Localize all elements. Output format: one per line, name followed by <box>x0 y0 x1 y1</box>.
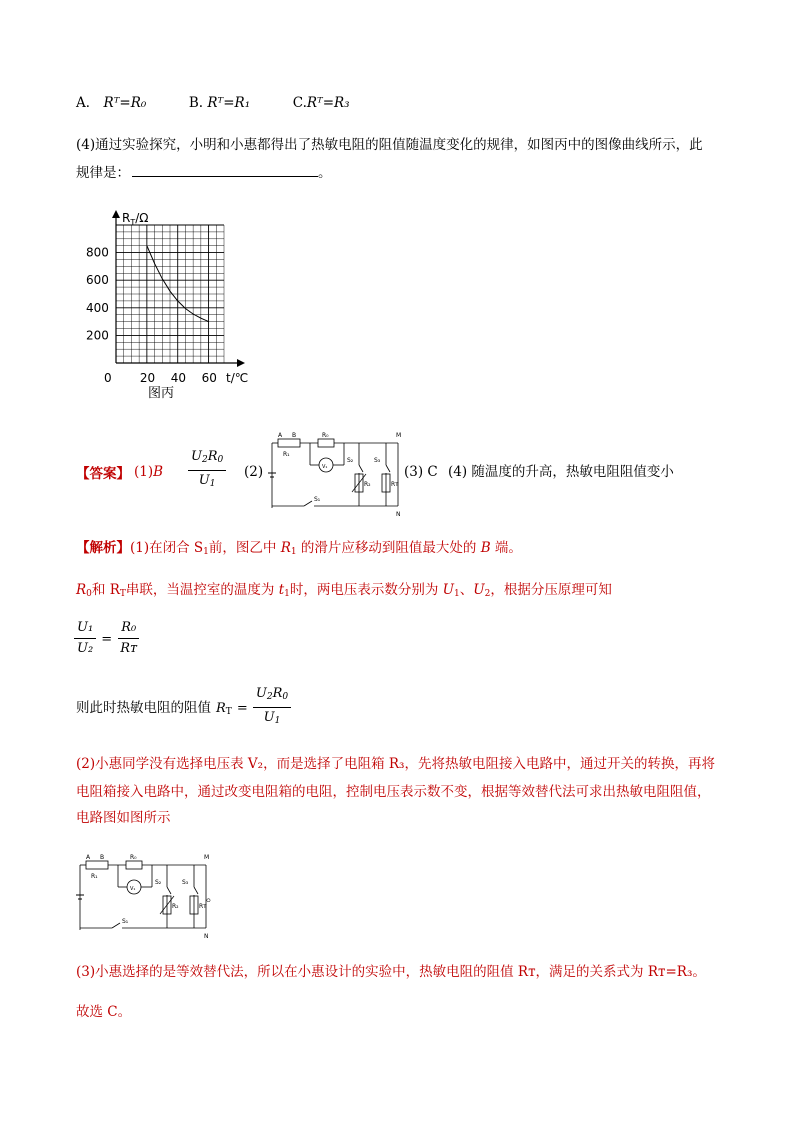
y-tick-labels <box>86 246 109 343</box>
x-tick-label: 60 <box>201 371 217 385</box>
y-tick-label: 600 <box>86 273 109 288</box>
x-axis-label: t/℃ <box>226 371 249 385</box>
graph-bing <box>80 200 260 405</box>
circuit-diagram-answer <box>264 428 414 518</box>
svg-text:Rᴛ: Rᴛ <box>199 903 207 910</box>
svg-text:M: M <box>204 854 210 861</box>
equation-voltage-ratio: $\frac{\text{U₁}}{\text{U₂}}$ = $\frac{\text{R₀}}{\text{Rᴛ}}$ <box>74 620 140 657</box>
y-axis-label: $R_T/\Omega$ <box>122 211 149 227</box>
answer-line <box>76 462 130 482</box>
y-tick-label: 400 <box>86 300 109 315</box>
svg-text:R₂: R₂ <box>172 903 179 910</box>
answer-fraction: $\frac{U_2R_0}{U_1}$ <box>188 449 226 492</box>
answer-part1: (1)B <box>134 464 164 480</box>
answer-part3: (3) C <box>404 464 438 480</box>
option-c: C.Rᵀ=R₃ <box>292 95 350 111</box>
svg-text:M: M <box>396 432 402 439</box>
svg-text:R₁: R₁ <box>283 451 290 458</box>
x-tick-label: 0 <box>104 371 112 385</box>
equation-rt: $R_T$ = $\frac{U_2R_0}{U_1}$ <box>216 686 291 729</box>
y-tick-label: 800 <box>86 245 109 260</box>
x-tick-labels <box>104 371 217 385</box>
svg-text:N: N <box>204 933 209 940</box>
y-tick-label: 200 <box>86 328 109 343</box>
analysis-p3: (3)小惠选择的是等效替代法，所以在小惠设计的实验中，热敏电阻的阻值 Rᴛ，满足的关系式为 Rᴛ=R₃。 <box>76 964 706 980</box>
svg-text:B: B <box>100 854 105 861</box>
svg-text:S₁: S₁ <box>314 496 321 503</box>
analysis-conclusion: 故选 C。 <box>76 1004 132 1020</box>
options-line <box>76 93 350 113</box>
svg-text:N: N <box>396 511 401 518</box>
svg-text:Rᴛ: Rᴛ <box>391 481 399 488</box>
option-b: B. Rᵀ=R₁ <box>188 95 251 111</box>
svg-text:R₀: R₀ <box>130 854 137 861</box>
svg-text:S₂: S₂ <box>155 879 162 886</box>
answer-part4: (4) 随温度的升高，热敏电阻阻值变小 <box>448 464 674 480</box>
svg-text:V₁: V₁ <box>322 464 328 470</box>
analysis-p2-line3: 电路图如图所示 <box>76 810 171 826</box>
x-axis-arrow <box>237 359 245 367</box>
svg-text:S₂: S₂ <box>347 457 354 464</box>
svg-text:R₁: R₁ <box>91 873 98 880</box>
svg-text:R₀: R₀ <box>322 432 329 439</box>
resistor-r0 <box>318 439 334 447</box>
x-tick-label: 20 <box>139 371 156 385</box>
svg-text:S₃: S₃ <box>374 457 381 464</box>
analysis-line1: 【解析】(1)在闭合 $S_1$前，图乙中 $R_1$ 的滑片应移动到阻值最大处的 B 端。 <box>76 540 522 557</box>
answer-part2: (2) <box>244 464 264 480</box>
x-tick-label: 40 <box>170 371 186 385</box>
question-4-line2: 规律是： 。 <box>76 165 332 181</box>
analysis-p2-line2: 电阻箱接入电路中，通过改变电阻箱的电阻，控制电压表示数不变，根据等效替代法可求出热敏电阻阻值， <box>76 784 711 800</box>
svg-text:R₂: R₂ <box>364 481 371 488</box>
svg-text:A: A <box>86 854 91 861</box>
svg-text:A: A <box>278 432 283 439</box>
svg-text:S₃: S₃ <box>182 879 189 886</box>
svg-text:V₁: V₁ <box>130 886 136 892</box>
switch-s1 <box>304 501 312 506</box>
analysis-p2-line1: (2)小惠同学没有选择电压表 V₂，而是选择了电阻箱 R₃，先将热敏电阻接入电路中，通过开关的转换，再将 <box>76 756 715 772</box>
circuit-period: 。 <box>206 889 220 905</box>
circuit-diagram-analysis <box>72 850 222 940</box>
option-a: A． Rᵀ=R₀ <box>76 95 147 111</box>
question-4-line1: (4)通过实验探究，小明和小惠都得出了热敏电阻的阻值随温度变化的规律，如图丙中的图像曲线所示，此 <box>76 137 703 153</box>
rheostat-r1 <box>278 439 300 447</box>
svg-text:B: B <box>292 432 297 439</box>
analysis-line2: $R_0$和 $R_T$串联，当温控室的温度为 $t_1$时，两电压表示数分别为 $U_1$、$U_2$，根据分压原理可知 <box>76 582 612 599</box>
answer-tag: 【答案】 <box>76 466 130 482</box>
analysis-tag: 【解析】 <box>76 540 130 556</box>
answer-blank <box>132 164 318 177</box>
svg-text:S₁: S₁ <box>122 918 129 925</box>
graph-caption: 图丙 <box>148 386 175 401</box>
grid <box>116 225 224 363</box>
y-axis-arrow <box>112 210 120 218</box>
analysis-line3: 则此时热敏电阻的阻值 <box>76 700 211 716</box>
